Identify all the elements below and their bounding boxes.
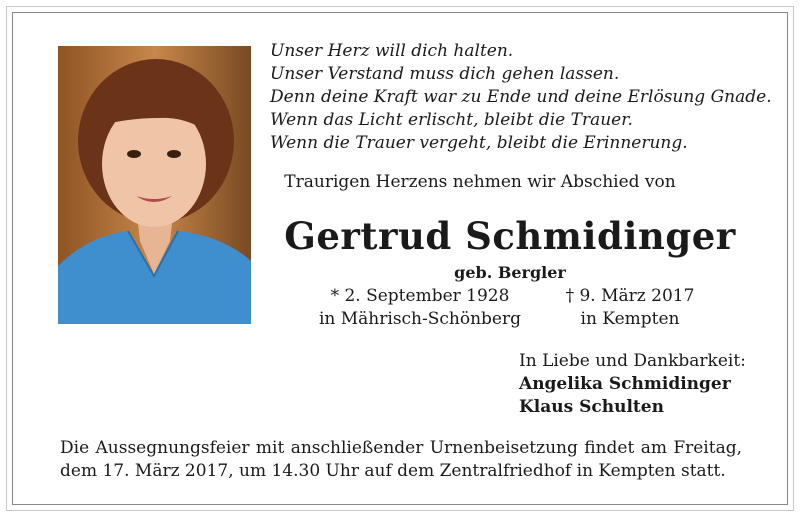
funeral-details: Die Aussegnungsfeier mit anschließender Urnenbeisetzung findet am Freitag, dem 17. März 2017, um 14.30 Uhr auf dem Zentralfriedhof in Kempten statt. <box>60 438 742 481</box>
poem-line: Unser Herz will dich halten. <box>270 41 514 61</box>
poem-line: Wenn das Licht erlischt, bleibt die Trauer. <box>270 110 633 130</box>
birth-info <box>300 285 540 331</box>
poem-line: Wenn die Trauer vergeht, bleibt die Erinnerung. <box>270 133 688 153</box>
poem-line: Denn deine Kraft war zu Ende und deine Erlösung Gnade. <box>270 87 772 107</box>
maiden-name: geb. Bergler <box>454 263 566 282</box>
birth-place: in Mährisch-Schönberg <box>318 309 522 329</box>
mourner-name: Klaus Schulten <box>519 397 664 417</box>
death-info <box>535 285 725 331</box>
death-place: in Kempten <box>580 309 680 329</box>
mourners-heading: In Liebe und Dankbarkeit: <box>519 351 746 371</box>
mourners-block <box>519 350 746 419</box>
intro-text: Traurigen Herzens nehmen wir Abschied von <box>284 172 676 192</box>
deceased-name: Gertrud Schmidinger <box>284 214 736 258</box>
death-date: † 9. März 2017 <box>565 286 695 306</box>
portrait-photo <box>58 46 251 324</box>
mourner-name: Angelika Schmidinger <box>519 374 731 394</box>
poem <box>270 40 770 155</box>
birth-date: * 2. September 1928 <box>330 286 510 306</box>
poem-line: Unser Verstand muss dich gehen lassen. <box>270 64 620 84</box>
